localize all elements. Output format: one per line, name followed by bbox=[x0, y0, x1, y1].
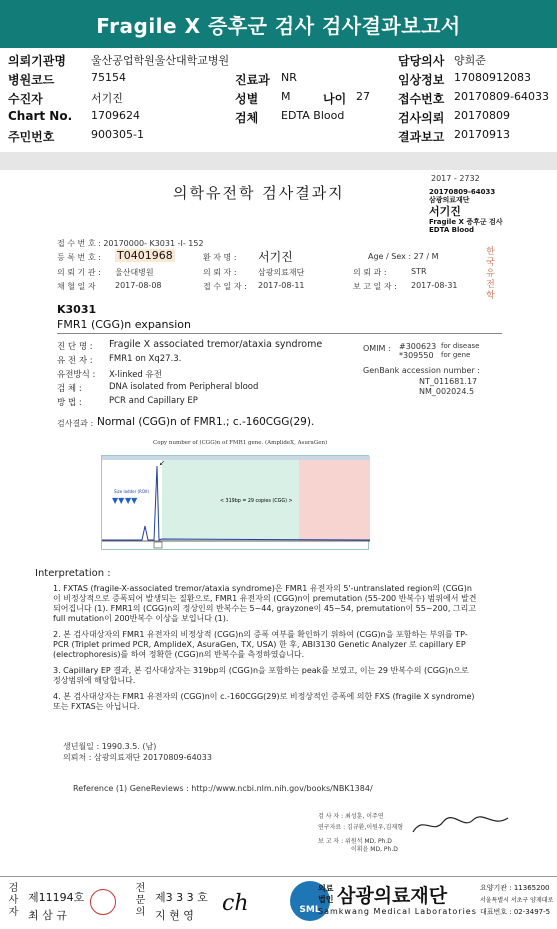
sex-label: 성별 bbox=[235, 92, 259, 106]
method-value: PCR and Capillary EP bbox=[109, 396, 198, 406]
request-value: 20170809 bbox=[454, 109, 510, 122]
method-label: 방 법 : bbox=[57, 398, 82, 408]
reg-label: 등 록 번 호 : bbox=[57, 253, 101, 262]
omim-1-note: for disease bbox=[441, 342, 480, 350]
sample-test: Fragile X 증후군 검사 bbox=[429, 217, 503, 226]
sample-receipt: 20170809-64033 bbox=[429, 188, 496, 196]
chart-value: 1709624 bbox=[91, 109, 140, 122]
r-report-value: 2017-08-31 bbox=[411, 281, 458, 290]
r-collect-label: 채 혈 일 자 bbox=[57, 282, 96, 291]
interp-title: Interpretation : bbox=[35, 568, 111, 579]
reg-value: T0401968 bbox=[117, 249, 173, 262]
diag-value: Fragile X associated tremor/ataxia syndrome bbox=[109, 339, 323, 350]
institution-label: 의뢰기관명 bbox=[8, 54, 66, 68]
ladder-label: Size ladder (ROX) bbox=[114, 489, 150, 494]
interp-item-4: 4. 본 검사대상자는 FMR1 유전자의 (CGG)n이 c.-160CGG(29)로 비정상적인 증폭에 의한 FXS (fragile X syndrome) 또는 FXTAS는 아닙니다. bbox=[53, 692, 475, 711]
sign-line-2: 연구자료 : 김규환,이원우,김재형 bbox=[318, 824, 403, 831]
ref-receipt: 의뢰처 : 삼광의료재단 20170809-64033 bbox=[63, 753, 212, 762]
age-value: 27 bbox=[356, 90, 370, 103]
sign-line-1: 검 사 자 : 최성훈, 이주연 bbox=[318, 813, 384, 820]
electropherogram-svg bbox=[102, 456, 370, 551]
r-inst-value: 울산대병원 bbox=[115, 268, 154, 277]
birthdate: 생년월일 : 1990.3.5. (남) bbox=[63, 742, 157, 751]
omim-label: OMIM : bbox=[363, 344, 391, 353]
ladder-arrows-left: ▼▼ bbox=[112, 496, 125, 505]
r-inst-label: 의 뢰 기 관 : bbox=[57, 268, 101, 277]
request-label: 검사의뢰 bbox=[398, 111, 445, 125]
specialist-license: 제3 3 3 호 bbox=[155, 891, 208, 904]
chart-label: Chart No. bbox=[8, 109, 73, 123]
r-specimen-value: DNA isolated from Peripheral blood bbox=[109, 382, 259, 392]
r-receive-value: 2017-08-11 bbox=[258, 281, 305, 290]
r-receive-label: 접 수 일 자 : bbox=[203, 282, 247, 291]
interpretation bbox=[53, 584, 478, 718]
r-patient-label: 환 자 명 : bbox=[203, 253, 237, 262]
org-contact-1: 요양기관 : 11365200 bbox=[480, 884, 550, 892]
director-signature bbox=[408, 810, 518, 840]
doctor-label: 담당의사 bbox=[398, 54, 445, 68]
interp-item-1: 1. FXTAS (fragile-X-associated tremor/ataxia syndrome)은 FMR1 유전자의 5'-untranslated region의 (CGG)n 이 비정상적으로 증폭되어 발생되는 질환으로, FMR1 유전자의 (CGG)n이 premutation (55-200 반복수) 범위에서 발견되어집니다 (1). FMR1의 (CGG)n의 정상인의 반복수는 5~44, grayzone이 45~54, premutation이 55~200, 그리고 full mutation이 200반복수 이상을 보입니다 (1). bbox=[53, 584, 477, 623]
genetic-report-scan bbox=[13, 170, 557, 872]
footer bbox=[0, 876, 557, 929]
sample-name: 서기진 bbox=[429, 204, 461, 218]
test-code: K3031 bbox=[57, 303, 97, 316]
r-collect-value: 2017-08-08 bbox=[115, 281, 162, 290]
omim-1: #300623 bbox=[399, 342, 437, 351]
r-performer-value: 삼광의료재단 bbox=[258, 268, 305, 277]
specimen-value: EDTA Blood bbox=[281, 109, 345, 122]
org-contact-3: 대표번호 : 02-3497-5 bbox=[480, 908, 551, 916]
r-performer-label: 의 뢰 자 : bbox=[203, 268, 237, 277]
hospital-code-value: 75154 bbox=[91, 71, 126, 84]
report-date-label: 결과보고 bbox=[398, 130, 445, 144]
result-value: Normal (CGG)n of FMR1.; c.-160CGG(29). bbox=[97, 416, 315, 428]
patient-label: 수진자 bbox=[8, 92, 43, 106]
receipt-value: 20170809-64033 bbox=[454, 90, 549, 103]
result-label: 검사결과 : bbox=[57, 419, 94, 428]
report-date-value: 20170913 bbox=[454, 128, 510, 141]
inherit-label: 유전방식 : bbox=[57, 370, 96, 380]
chart-top-scale bbox=[102, 456, 370, 460]
r-dept-label: 의 뢰 과 : bbox=[353, 268, 387, 277]
r-report-label: 보 고 일 자 : bbox=[353, 282, 397, 291]
clinical-value: 17080912083 bbox=[454, 71, 531, 84]
test-name: FMR1 (CGG)n expansion bbox=[57, 318, 192, 331]
sex-value: M bbox=[281, 90, 291, 103]
sign-line-4: 이휘윤 MD, Ph.D bbox=[351, 846, 398, 853]
age-label: 나이 bbox=[323, 92, 347, 106]
divider-band bbox=[0, 152, 557, 170]
org-contact-2: 서울특별시 서초구 양재대로 bbox=[480, 897, 554, 904]
org-legal-2: 법인 bbox=[318, 895, 334, 904]
gene-value: FMR1 on Xq27.3. bbox=[109, 354, 182, 364]
reference: Reference (1) GeneReviews : http://www.ncbi.nlm.nih.gov/books/NBK1384/ bbox=[73, 784, 373, 793]
inherit-value: X-linked 유전 bbox=[109, 370, 162, 380]
specialist-label: 전문의 bbox=[133, 882, 144, 918]
report-heading: 의학유전학 검사결과지 bbox=[173, 184, 345, 202]
org-name-en: Samkwang Medical Laboratories bbox=[318, 907, 477, 916]
report-title: Fragile X 증후군 검사 검사결과보고서 bbox=[0, 0, 557, 48]
diag-label: 진 단 명 : bbox=[57, 342, 93, 352]
sml-logo-icon: SML bbox=[290, 881, 330, 921]
sample-label bbox=[429, 188, 557, 244]
genbank-1: NT_011681.17 bbox=[419, 377, 478, 386]
examiner-label: 검사자 bbox=[6, 882, 17, 918]
genbank-label: GenBank accession number : bbox=[363, 366, 480, 375]
examiner-seal bbox=[90, 889, 116, 915]
sign-line-3: 보 고 자 : 위원석 MD, Ph.D bbox=[318, 838, 392, 845]
peak-marker bbox=[154, 542, 162, 548]
examiner-name: 최 삼 규 bbox=[28, 909, 67, 922]
omim-2-note: for gene bbox=[441, 351, 471, 359]
age-sex: Age / Sex : 27 / M bbox=[368, 252, 439, 261]
receipt-label: 접수번호 bbox=[398, 92, 445, 106]
sample-specimen: EDTA Blood bbox=[429, 226, 475, 235]
section-divider bbox=[57, 333, 502, 334]
interp-item-2: 2. 본 검사대상자의 FMR1 유전자의 비정상적 (CGG)n의 증폭 여부를 확인하기 위하여 (CGG)n을 포함하는 부위를 TP-PCR (Triplet primed PCR, AmplideX, AsuraGen, TX, USA) 한 후, ABI3130 Genetic Analyzer 로 capillary EP (electrophoresis)를 하여 정확한 (CGG)n의 반복수를 측정하였습니다. bbox=[53, 630, 468, 659]
dept-value: NR bbox=[281, 71, 297, 84]
org-name: 삼광의료재단 bbox=[337, 885, 448, 907]
genbank-2: NM_002024.5 bbox=[419, 387, 475, 396]
examiner-license: 제11194호 bbox=[28, 891, 85, 904]
side-stamp: 한국유전학 bbox=[484, 246, 494, 301]
peak-arrow: ↙ bbox=[159, 459, 165, 467]
capillary-ep-chart bbox=[101, 455, 369, 550]
rrn-value: 900305-1 bbox=[91, 128, 144, 141]
specialist-signature: ch bbox=[222, 891, 249, 916]
patient-info bbox=[0, 50, 557, 150]
org-legal-1: 의료 bbox=[318, 884, 334, 893]
ladder-arrows-right: ▼▼ bbox=[125, 496, 138, 505]
gene-label: 유 전 자 : bbox=[57, 356, 93, 366]
clinical-label: 임상정보 bbox=[398, 73, 445, 87]
r-specimen-label: 검 체 : bbox=[57, 384, 82, 394]
sample-org: 삼광의료재단 bbox=[429, 196, 470, 205]
specialist-name: 지 현 영 bbox=[155, 909, 194, 922]
omim-2: *309550 bbox=[399, 351, 434, 360]
chart-caption: Copy number of (CGG)n of FMR1 gene. (AmplideX, AsuraGen) bbox=[153, 440, 328, 446]
patient-value: 서기진 bbox=[91, 92, 123, 105]
doctor-value: 양희준 bbox=[454, 54, 486, 67]
hospital-code-label: 병원코드 bbox=[8, 73, 55, 87]
copies-annotation: < 319bp = 29 copies (CGG) > bbox=[220, 499, 293, 504]
interp-item-3: 3. Capillary EP 결과, 본 검사대상자는 319bp의 (CGG)n을 포함하는 peak를 보였고, 이는 29 반복수의 (CGG)n으로 정상범위에 해당합니다. bbox=[53, 666, 469, 685]
dept-label: 진료과 bbox=[235, 73, 270, 87]
report-code: 2017 - 2732 bbox=[431, 174, 480, 183]
r-patient-value: 서기진 bbox=[258, 250, 293, 264]
r-dept-value: STR bbox=[411, 267, 427, 276]
specimen-label: 검체 bbox=[235, 111, 259, 125]
report-receipt: 접 수 번 호 : 20170000- K3031 -I- 152 bbox=[57, 239, 204, 248]
rrn-label: 주민번호 bbox=[8, 130, 55, 144]
premutation-range-zone bbox=[299, 460, 370, 541]
institution-value: 울산공업학원울산대학교병원 bbox=[91, 54, 230, 67]
